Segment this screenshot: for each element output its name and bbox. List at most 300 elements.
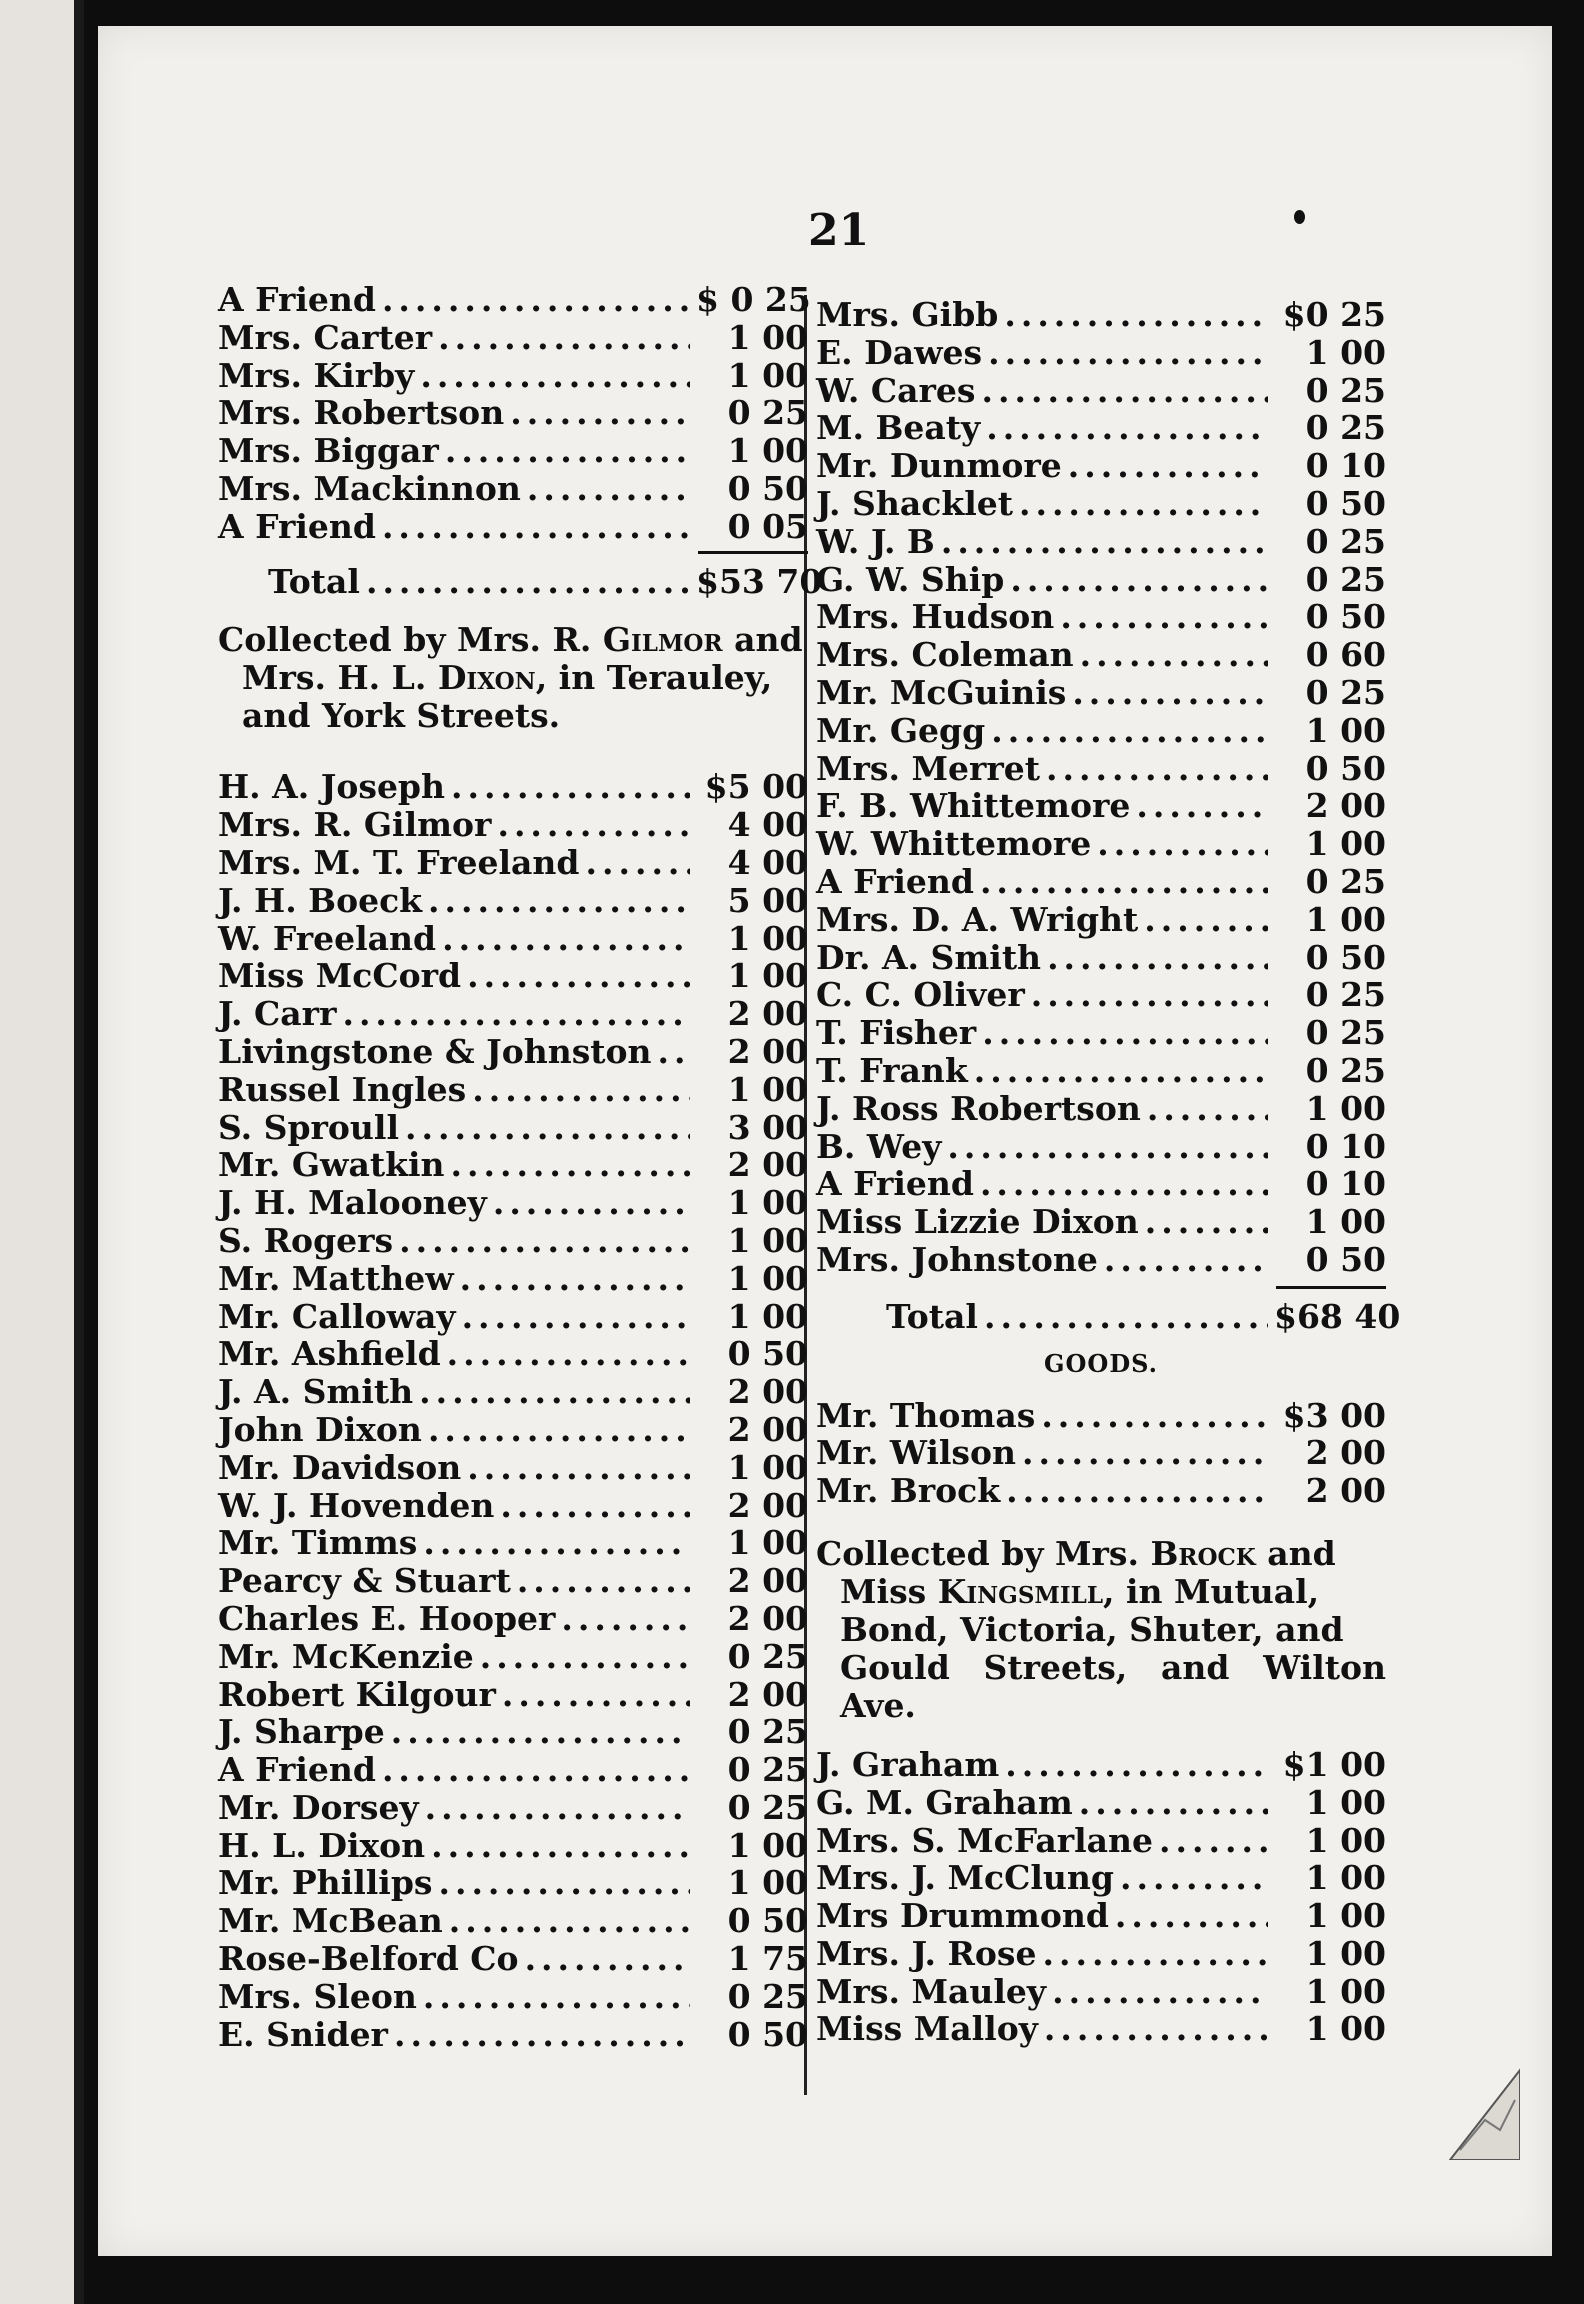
donor-name: Mrs. Biggar	[218, 431, 439, 471]
donation-amount: 1 00	[1305, 710, 1386, 750]
leader-dots	[1041, 1396, 1268, 1435]
donor-name: Rose-Belford Co	[218, 1939, 519, 1979]
left-total-row	[218, 561, 823, 601]
donation-row	[218, 1448, 808, 1486]
donation-row	[816, 333, 1386, 371]
leader-dots	[525, 1939, 690, 1978]
heading-text: Miss	[840, 1571, 938, 1611]
donation-amount: 0 25	[1305, 1013, 1386, 1053]
donation-row	[218, 1486, 808, 1524]
donor-name: Mrs. M. T. Freeland	[218, 842, 580, 882]
donation-amount: 0 25	[727, 1636, 808, 1676]
donation-amount: 1 00	[727, 431, 808, 471]
donation-row	[218, 1145, 808, 1183]
donor-name: Mr. McBean	[218, 1901, 443, 1941]
donation-row	[218, 2015, 808, 2053]
donor-name: T. Fisher	[816, 1013, 977, 1053]
donor-name: Pearcy & Stuart	[218, 1561, 511, 1601]
leader-dots	[974, 1051, 1268, 1090]
donation-row	[218, 356, 808, 394]
heading-text: , in Mutual,	[1103, 1571, 1320, 1611]
goods-heading: GOODS.	[1044, 1348, 1158, 1378]
donor-name: Mr. McKenzie	[218, 1636, 474, 1676]
donor-name: B. Wey	[816, 1126, 942, 1166]
heading-text: Collected by Mrs. R.	[218, 620, 603, 660]
donor-name: Mr. Brock	[816, 1471, 1001, 1511]
leader-dots	[445, 431, 690, 470]
leader-dots	[1044, 2009, 1268, 2048]
donation-row	[816, 2009, 1386, 2047]
leader-dots	[366, 562, 690, 601]
leader-dots	[449, 1901, 690, 1940]
donation-row	[816, 560, 1386, 598]
donor-name: J. H. Boeck	[218, 880, 423, 920]
donor-name: Mrs. Hudson	[816, 597, 1055, 637]
donation-row	[218, 1183, 808, 1221]
leader-dots	[1031, 975, 1268, 1014]
donor-name: Mrs. Merret	[816, 748, 1041, 788]
donation-row	[816, 938, 1386, 976]
leader-dots	[941, 522, 1268, 561]
donation-row	[816, 522, 1386, 560]
donation-amount: 0 50	[727, 2014, 808, 2054]
donation-amount: 0 10	[1305, 1164, 1386, 1204]
leader-dots	[428, 1410, 690, 1449]
donor-name: W. Cares	[816, 370, 976, 410]
donor-name: W. Freeland	[218, 918, 437, 958]
donation-row	[816, 824, 1386, 862]
leader-dots	[428, 881, 690, 920]
donation-amount: 2 00	[1305, 1471, 1386, 1511]
donor-name: J. Sharpe	[218, 1712, 385, 1752]
leader-dots	[1052, 1972, 1268, 2011]
donation-row	[218, 919, 808, 957]
donation-amount: 1 00	[1305, 1933, 1386, 1973]
leader-dots	[1115, 1896, 1268, 1935]
donation-row	[218, 280, 811, 319]
ink-spot	[1294, 210, 1305, 224]
leader-dots	[1022, 1433, 1268, 1472]
donation-row	[816, 1433, 1386, 1471]
donation-amount: 0 25	[727, 1712, 808, 1752]
donation-amount: 1 00	[1305, 2009, 1386, 2049]
donation-row	[218, 1259, 808, 1297]
donation-amount: 1 00	[1305, 1896, 1386, 1936]
donor-name: Mr. Matthew	[218, 1258, 454, 1298]
donor-name: J. Graham	[816, 1744, 1000, 1784]
donation-amount: 0 50	[1305, 597, 1386, 637]
donation-row	[816, 1972, 1386, 2010]
donor-name: H. L. Dixon	[218, 1825, 426, 1865]
donation-row	[816, 635, 1386, 673]
leader-dots	[423, 1523, 690, 1562]
donation-amount: 0 25	[727, 1750, 808, 1790]
donation-amount: 2 00	[727, 994, 808, 1034]
donation-row	[816, 673, 1386, 711]
donation-row	[816, 597, 1386, 635]
donor-name: H. A. Joseph	[218, 767, 446, 807]
donation-amount: $5 00	[704, 767, 808, 807]
donor-name: John Dixon	[218, 1409, 422, 1449]
leader-dots	[467, 956, 690, 995]
donation-row	[218, 1712, 808, 1750]
donor-name: G. M. Graham	[816, 1782, 1073, 1822]
donation-row	[218, 1070, 808, 1108]
donation-amount: 0 60	[1305, 635, 1386, 675]
donor-name: Mrs. D. A. Wright	[816, 899, 1139, 939]
donation-amount: 0 05	[727, 506, 808, 546]
donation-row	[816, 711, 1386, 749]
donation-amount: 1 00	[1305, 332, 1386, 372]
donation-amount: 0 25	[727, 1976, 808, 2016]
donor-name: Mr. McGuinis	[816, 672, 1067, 712]
leader-dots	[1005, 1745, 1268, 1784]
donation-amount: 2 00	[727, 1598, 808, 1638]
leader-dots	[431, 1826, 690, 1865]
donation-row	[218, 994, 808, 1032]
donation-amount: $ 0 25	[696, 280, 811, 319]
leader-dots	[419, 1372, 690, 1411]
donation-row	[816, 1821, 1386, 1859]
donor-name: Mr. Wilson	[816, 1433, 1016, 1473]
donation-row	[816, 900, 1386, 938]
donation-amount: 1 00	[727, 355, 808, 395]
donation-amount: 0 25	[1305, 559, 1386, 599]
donation-row	[218, 843, 808, 881]
donation-amount: 1 00	[1305, 1088, 1386, 1128]
donation-row	[816, 1240, 1386, 1278]
leader-dots	[991, 711, 1268, 750]
leader-dots	[1120, 1858, 1268, 1897]
donor-name: Mrs. Gibb	[816, 295, 999, 334]
donation-amount: 0 25	[1305, 672, 1386, 712]
donation-amount: 0 25	[1305, 370, 1386, 410]
leader-dots	[420, 356, 690, 395]
donation-amount: 1 00	[727, 1523, 808, 1563]
leader-dots	[502, 1675, 690, 1714]
donation-amount: 2 00	[727, 1372, 808, 1412]
donation-row	[218, 318, 808, 356]
leader-dots	[497, 805, 690, 844]
leader-dots	[982, 371, 1268, 410]
donation-amount: 5 00	[727, 880, 808, 920]
donor-name: W. J. Hovenden	[218, 1485, 495, 1525]
donor-name: J. A. Smith	[218, 1372, 414, 1412]
donation-amount: 1 00	[1305, 824, 1386, 864]
donation-amount: 0 25	[1305, 975, 1386, 1015]
leader-dots	[425, 1788, 690, 1827]
donation-amount: 1 00	[1305, 1858, 1386, 1898]
donation-amount: 1 00	[727, 1825, 808, 1865]
donation-row	[218, 1750, 808, 1788]
donation-amount: 1 00	[727, 1258, 808, 1298]
donation-row	[816, 446, 1386, 484]
donation-amount: 1 00	[727, 1183, 808, 1223]
donation-row	[816, 1745, 1386, 1783]
donor-name: Mr. Davidson	[218, 1447, 462, 1487]
heading-text: and	[722, 620, 803, 660]
donation-amount: 4 00	[727, 805, 808, 845]
donation-row	[218, 1561, 808, 1599]
donor-name: A Friend	[218, 506, 376, 546]
heading-text: Collected by Mrs.	[816, 1533, 1151, 1573]
leader-dots	[438, 1863, 690, 1902]
leader-dots	[391, 1712, 690, 1751]
leader-dots	[1147, 1089, 1268, 1128]
donation-row	[218, 1410, 808, 1448]
adjacent-page-edge	[0, 0, 78, 2304]
donation-row	[816, 295, 1386, 333]
donation-row	[816, 1396, 1386, 1434]
leader-dots	[423, 1977, 690, 2016]
total-amount: $68 40	[1274, 1296, 1401, 1336]
donor-name: E. Dawes	[816, 332, 983, 372]
donor-name: Mr. Calloway	[218, 1296, 456, 1336]
donation-row	[218, 805, 808, 843]
right-column	[816, 295, 1401, 2049]
donation-amount: 0 10	[1305, 1126, 1386, 1166]
donation-amount: 2 00	[727, 1031, 808, 1071]
donor-name: Mrs. Johnstone	[816, 1239, 1098, 1279]
donor-name: J. Shacklet	[816, 483, 1013, 523]
donation-amount: 2 00	[727, 1145, 808, 1185]
donation-row	[218, 393, 808, 431]
donation-row	[218, 1108, 808, 1146]
leader-dots	[988, 333, 1268, 372]
goods-list	[816, 1396, 1386, 1509]
donation-amount: 1 00	[1305, 899, 1386, 939]
leader-dots	[980, 1164, 1268, 1203]
leader-dots	[1004, 295, 1268, 334]
leader-dots	[1060, 597, 1268, 636]
donation-row	[218, 1863, 808, 1901]
donor-name: S. Sproull	[218, 1107, 400, 1147]
donation-amount: 1 00	[1305, 1971, 1386, 2011]
left-top-list	[218, 280, 811, 546]
donation-row	[816, 862, 1386, 900]
donor-name: A Friend	[218, 280, 376, 319]
donation-amount: 1 00	[727, 1863, 808, 1903]
donor-name: Mrs. Mauley	[816, 1971, 1047, 2011]
donor-name: Mr. Dorsey	[218, 1787, 419, 1827]
leader-dots	[480, 1637, 690, 1676]
leader-dots	[462, 1297, 690, 1336]
donor-name: Mr. Thomas	[816, 1395, 1036, 1435]
donor-name: Miss Lizzie Dixon	[816, 1202, 1139, 1242]
donation-row	[816, 786, 1386, 824]
second-collection-list	[816, 1745, 1386, 2047]
donor-name: Mrs. J. McClung	[816, 1858, 1114, 1898]
donation-amount: 0 50	[727, 1334, 808, 1374]
donation-amount: 2 00	[727, 1409, 808, 1449]
donor-name: Mrs. Robertson	[218, 393, 505, 433]
donation-row	[816, 371, 1386, 409]
leader-dots	[986, 408, 1268, 447]
leader-dots	[1136, 786, 1268, 825]
donation-row	[816, 1164, 1386, 1202]
leader-dots	[394, 2015, 690, 2054]
leader-dots	[405, 1108, 690, 1147]
leader-dots	[980, 862, 1268, 901]
donor-name: J. Ross Robertson	[816, 1088, 1141, 1128]
donation-amount: 0 50	[1305, 748, 1386, 788]
donation-row	[218, 1334, 808, 1372]
donation-amount: 4 00	[727, 842, 808, 882]
donation-amount: 1 00	[727, 317, 808, 357]
leader-dots	[1072, 673, 1268, 712]
donation-amount: 1 00	[1305, 1782, 1386, 1822]
collector-name: Dixon	[437, 658, 536, 698]
leader-dots	[1047, 938, 1268, 977]
leader-dots	[447, 1334, 690, 1373]
donor-name: Miss McCord	[218, 956, 462, 996]
donor-name: A Friend	[816, 1164, 974, 1204]
donation-amount: 0 50	[1305, 1239, 1386, 1279]
donation-row	[218, 1826, 808, 1864]
donation-amount: 0 10	[1305, 446, 1386, 486]
donor-name: Mr. Timms	[218, 1523, 418, 1563]
donation-row	[816, 1858, 1386, 1896]
donation-amount: 1 00	[727, 1296, 808, 1336]
donation-amount: 0 25	[727, 1787, 808, 1827]
heading-text: Mrs. H. L.	[242, 658, 438, 698]
donor-name: Mr. Phillips	[218, 1863, 433, 1903]
donation-row	[218, 507, 808, 545]
right-total-row	[816, 1296, 1401, 1336]
heading-text: Gould Streets, and Wilton Ave.	[840, 1647, 1386, 1725]
donation-amount: 0 50	[727, 468, 808, 508]
leader-dots	[1144, 900, 1268, 939]
donation-row	[218, 1599, 808, 1637]
leader-dots	[442, 919, 690, 958]
donor-name: Mrs. Coleman	[816, 635, 1074, 675]
leader-dots	[1046, 749, 1268, 788]
donation-row	[218, 1523, 808, 1561]
donation-row	[218, 1788, 808, 1826]
leader-dots	[1019, 484, 1268, 523]
heading-text: and York Streets.	[242, 696, 561, 736]
donation-amount: 1 00	[1305, 1820, 1386, 1860]
donation-row	[218, 767, 808, 805]
donor-name: A Friend	[218, 1750, 376, 1790]
leader-dots	[438, 318, 690, 357]
donor-name: J. Carr	[218, 994, 337, 1034]
leader-dots	[451, 767, 690, 806]
donor-name: Mrs. J. Rose	[816, 1933, 1037, 1973]
leader-dots	[500, 1486, 690, 1525]
leader-dots	[517, 1561, 690, 1600]
donor-name: G. W. Ship	[816, 559, 1005, 599]
donation-amount: 0 50	[1305, 937, 1386, 977]
leader-dots	[658, 1032, 690, 1071]
donation-row	[218, 881, 808, 919]
donation-amount: 0 25	[1305, 521, 1386, 561]
donor-name: C. C. Oliver	[816, 975, 1025, 1015]
donor-name: S. Rogers	[218, 1220, 394, 1260]
donation-amount: 0 50	[1305, 483, 1386, 523]
donor-name: Mrs. Kirby	[218, 355, 415, 395]
leader-dots	[1079, 1783, 1268, 1822]
leader-dots	[382, 1750, 690, 1789]
donation-row	[816, 1934, 1386, 1972]
donation-row	[218, 1032, 808, 1070]
leader-dots	[382, 280, 690, 319]
donation-amount: $1 00	[1282, 1744, 1386, 1784]
donation-row	[218, 469, 808, 507]
donor-name: Charles E. Hooper	[218, 1598, 556, 1638]
donation-amount: 3 00	[727, 1107, 808, 1147]
donation-row	[816, 1896, 1386, 1934]
donor-name: A Friend	[816, 861, 974, 901]
leader-dots	[450, 1145, 690, 1184]
total-rule	[698, 551, 808, 554]
donor-name: Mrs. S. McFarlane	[816, 1820, 1154, 1860]
donor-name: Robert Kilgour	[218, 1674, 496, 1714]
donation-row	[816, 1471, 1386, 1509]
leader-dots	[984, 1297, 1268, 1336]
donor-name: Mrs. Carter	[218, 317, 433, 357]
donation-amount: 0 25	[1305, 1050, 1386, 1090]
leader-dots	[342, 994, 690, 1033]
leader-dots	[1097, 824, 1268, 863]
donor-name: Dr. A. Smith	[816, 937, 1042, 977]
donation-row	[218, 1977, 808, 2015]
donation-row	[218, 1297, 808, 1335]
donor-name: W. J. B	[816, 521, 935, 561]
donor-name: Mrs Drummond	[816, 1896, 1109, 1936]
donor-name: Mrs. R. Gilmor	[218, 805, 492, 845]
donation-amount: $3 00	[1282, 1395, 1386, 1435]
leader-dots	[1043, 1934, 1268, 1973]
donation-row	[218, 1221, 808, 1259]
leader-dots	[1010, 560, 1268, 599]
donation-row	[218, 1901, 808, 1939]
donation-amount: 1 00	[727, 1069, 808, 1109]
donor-name: Miss Malloy	[816, 2009, 1038, 2049]
collector-name: Kingsmill	[937, 1571, 1103, 1611]
donation-amount: 0 25	[727, 393, 808, 433]
donation-row	[816, 1127, 1386, 1165]
donor-name: F. B. Whittemore	[816, 786, 1131, 826]
collection-heading	[218, 621, 808, 735]
donation-amount: 2 00	[727, 1561, 808, 1601]
donor-name: Mrs. Sleon	[218, 1976, 417, 2016]
donation-amount: 1 00	[727, 1447, 808, 1487]
donation-row	[816, 408, 1386, 446]
heading-text: and	[1255, 1533, 1336, 1573]
donation-row	[816, 975, 1386, 1013]
leader-dots	[382, 507, 690, 546]
total-amount: $53 70	[696, 561, 823, 601]
leader-dots	[467, 1448, 690, 1487]
left-main-list	[218, 767, 808, 2052]
leader-dots	[460, 1259, 690, 1298]
donation-amount: 1 00	[1305, 1202, 1386, 1242]
leader-dots	[1145, 1202, 1268, 1241]
donation-amount: 2 00	[727, 1674, 808, 1714]
donation-row	[218, 431, 808, 469]
donation-row	[218, 1939, 808, 1977]
donation-row	[218, 1637, 808, 1675]
collector-name: Gilmor	[602, 620, 723, 660]
page-number: 21	[808, 205, 870, 256]
donor-name: E. Snider	[218, 2014, 388, 2054]
donor-name: Mr. Gegg	[816, 710, 986, 750]
donation-row	[816, 749, 1386, 787]
collection-heading-2	[816, 1535, 1386, 1725]
donation-amount: 0 25	[1305, 861, 1386, 901]
leader-dots	[947, 1127, 1268, 1166]
